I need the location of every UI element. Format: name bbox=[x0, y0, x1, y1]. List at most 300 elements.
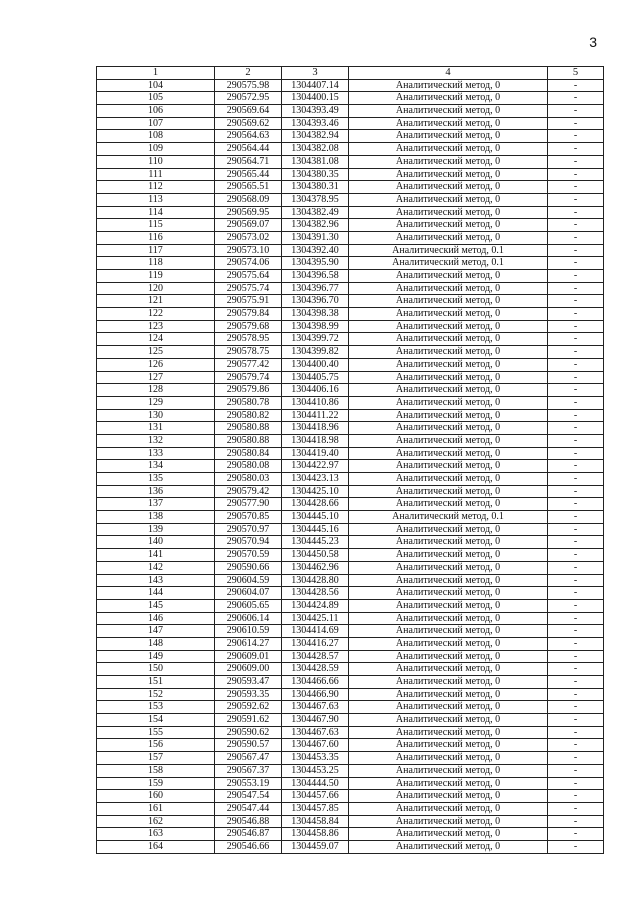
table-row bbox=[97, 447, 604, 460]
x-coordinate-cell: 290570.59 bbox=[215, 549, 282, 562]
table-row bbox=[97, 168, 604, 181]
note-cell: - bbox=[548, 574, 604, 587]
y-coordinate-cell: 1304392.40 bbox=[282, 244, 349, 257]
x-coordinate-cell: 290590.57 bbox=[215, 739, 282, 752]
method-cell: Аналитический метод, 0 bbox=[349, 637, 548, 650]
note-cell: - bbox=[548, 612, 604, 625]
y-coordinate-cell: 1304445.23 bbox=[282, 536, 349, 549]
note-cell: - bbox=[548, 549, 604, 562]
note-cell: - bbox=[548, 346, 604, 359]
note-cell: - bbox=[548, 650, 604, 663]
x-coordinate-cell: 290569.07 bbox=[215, 219, 282, 232]
table-row bbox=[97, 270, 604, 283]
x-coordinate-cell: 290580.82 bbox=[215, 409, 282, 422]
x-coordinate-cell: 290547.54 bbox=[215, 790, 282, 803]
point-number-cell: 153 bbox=[97, 701, 215, 714]
x-coordinate-cell: 290579.84 bbox=[215, 308, 282, 321]
note-cell: - bbox=[548, 561, 604, 574]
y-coordinate-cell: 1304418.98 bbox=[282, 434, 349, 447]
table-row bbox=[97, 282, 604, 295]
note-cell: - bbox=[548, 752, 604, 765]
y-coordinate-cell: 1304396.70 bbox=[282, 295, 349, 308]
note-cell: - bbox=[548, 802, 604, 815]
method-cell: Аналитический метод, 0 bbox=[349, 574, 548, 587]
x-coordinate-cell: 290593.35 bbox=[215, 688, 282, 701]
table-row bbox=[97, 219, 604, 232]
method-cell: Аналитический метод, 0.1 bbox=[349, 511, 548, 524]
method-cell: Аналитический метод, 0 bbox=[349, 409, 548, 422]
y-coordinate-cell: 1304399.82 bbox=[282, 346, 349, 359]
point-number-cell: 157 bbox=[97, 752, 215, 765]
x-coordinate-cell: 290572.95 bbox=[215, 92, 282, 105]
y-coordinate-cell: 1304467.60 bbox=[282, 739, 349, 752]
note-cell: - bbox=[548, 143, 604, 156]
note-cell: - bbox=[548, 270, 604, 283]
table-row bbox=[97, 561, 604, 574]
column-header: 2 bbox=[215, 67, 282, 80]
y-coordinate-cell: 1304467.63 bbox=[282, 726, 349, 739]
method-cell: Аналитический метод, 0 bbox=[349, 358, 548, 371]
x-coordinate-cell: 290567.47 bbox=[215, 752, 282, 765]
point-number-cell: 113 bbox=[97, 193, 215, 206]
header-row bbox=[97, 67, 604, 80]
note-cell: - bbox=[548, 384, 604, 397]
point-number-cell: 125 bbox=[97, 346, 215, 359]
y-coordinate-cell: 1304382.94 bbox=[282, 130, 349, 143]
point-number-cell: 160 bbox=[97, 790, 215, 803]
method-cell: Аналитический метод, 0 bbox=[349, 333, 548, 346]
table-row bbox=[97, 739, 604, 752]
x-coordinate-cell: 290577.90 bbox=[215, 498, 282, 511]
y-coordinate-cell: 1304428.57 bbox=[282, 650, 349, 663]
y-coordinate-cell: 1304382.49 bbox=[282, 206, 349, 219]
y-coordinate-cell: 1304406.16 bbox=[282, 384, 349, 397]
note-cell: - bbox=[548, 599, 604, 612]
table-row bbox=[97, 485, 604, 498]
table-row bbox=[97, 409, 604, 422]
x-coordinate-cell: 290578.75 bbox=[215, 346, 282, 359]
table-row bbox=[97, 371, 604, 384]
method-cell: Аналитический метод, 0.1 bbox=[349, 244, 548, 257]
y-coordinate-cell: 1304398.38 bbox=[282, 308, 349, 321]
method-cell: Аналитический метод, 0 bbox=[349, 460, 548, 473]
point-number-cell: 105 bbox=[97, 92, 215, 105]
table-row bbox=[97, 155, 604, 168]
x-coordinate-cell: 290614.27 bbox=[215, 637, 282, 650]
y-coordinate-cell: 1304457.66 bbox=[282, 790, 349, 803]
x-coordinate-cell: 290553.19 bbox=[215, 777, 282, 790]
y-coordinate-cell: 1304405.75 bbox=[282, 371, 349, 384]
y-coordinate-cell: 1304380.35 bbox=[282, 168, 349, 181]
table-row bbox=[97, 840, 604, 853]
method-cell: Аналитический метод, 0 bbox=[349, 447, 548, 460]
method-cell: Аналитический метод, 0.1 bbox=[349, 257, 548, 270]
point-number-cell: 140 bbox=[97, 536, 215, 549]
point-number-cell: 131 bbox=[97, 422, 215, 435]
method-cell: Аналитический метод, 0 bbox=[349, 270, 548, 283]
x-coordinate-cell: 290609.01 bbox=[215, 650, 282, 663]
y-coordinate-cell: 1304419.40 bbox=[282, 447, 349, 460]
method-cell: Аналитический метод, 0 bbox=[349, 815, 548, 828]
method-cell: Аналитический метод, 0 bbox=[349, 701, 548, 714]
method-cell: Аналитический метод, 0 bbox=[349, 282, 548, 295]
note-cell: - bbox=[548, 117, 604, 130]
method-cell: Аналитический метод, 0 bbox=[349, 92, 548, 105]
y-coordinate-cell: 1304450.58 bbox=[282, 549, 349, 562]
point-number-cell: 107 bbox=[97, 117, 215, 130]
note-cell: - bbox=[548, 523, 604, 536]
y-coordinate-cell: 1304428.56 bbox=[282, 587, 349, 600]
table-row bbox=[97, 308, 604, 321]
y-coordinate-cell: 1304453.35 bbox=[282, 752, 349, 765]
point-number-cell: 136 bbox=[97, 485, 215, 498]
point-number-cell: 144 bbox=[97, 587, 215, 600]
point-number-cell: 115 bbox=[97, 219, 215, 232]
point-number-cell: 104 bbox=[97, 79, 215, 92]
method-cell: Аналитический метод, 0 bbox=[349, 117, 548, 130]
y-coordinate-cell: 1304445.10 bbox=[282, 511, 349, 524]
note-cell: - bbox=[548, 320, 604, 333]
y-coordinate-cell: 1304391.30 bbox=[282, 231, 349, 244]
table-row bbox=[97, 117, 604, 130]
point-number-cell: 148 bbox=[97, 637, 215, 650]
y-coordinate-cell: 1304399.72 bbox=[282, 333, 349, 346]
method-cell: Аналитический метод, 0 bbox=[349, 143, 548, 156]
note-cell: - bbox=[548, 92, 604, 105]
point-number-cell: 156 bbox=[97, 739, 215, 752]
table-row bbox=[97, 498, 604, 511]
y-coordinate-cell: 1304382.96 bbox=[282, 219, 349, 232]
note-cell: - bbox=[548, 257, 604, 270]
method-cell: Аналитический метод, 0 bbox=[349, 193, 548, 206]
x-coordinate-cell: 290570.97 bbox=[215, 523, 282, 536]
table-row bbox=[97, 777, 604, 790]
table-row bbox=[97, 206, 604, 219]
method-cell: Аналитический метод, 0 bbox=[349, 739, 548, 752]
x-coordinate-cell: 290568.09 bbox=[215, 193, 282, 206]
note-cell: - bbox=[548, 358, 604, 371]
y-coordinate-cell: 1304422.97 bbox=[282, 460, 349, 473]
point-number-cell: 109 bbox=[97, 143, 215, 156]
point-number-cell: 142 bbox=[97, 561, 215, 574]
method-cell: Аналитический метод, 0 bbox=[349, 752, 548, 765]
y-coordinate-cell: 1304395.90 bbox=[282, 257, 349, 270]
y-coordinate-cell: 1304428.59 bbox=[282, 663, 349, 676]
method-cell: Аналитический метод, 0 bbox=[349, 231, 548, 244]
table-row bbox=[97, 92, 604, 105]
method-cell: Аналитический метод, 0 bbox=[349, 295, 548, 308]
column-header: 3 bbox=[282, 67, 349, 80]
note-cell: - bbox=[548, 498, 604, 511]
method-cell: Аналитический метод, 0 bbox=[349, 676, 548, 689]
note-cell: - bbox=[548, 181, 604, 194]
note-cell: - bbox=[548, 434, 604, 447]
point-number-cell: 127 bbox=[97, 371, 215, 384]
point-number-cell: 152 bbox=[97, 688, 215, 701]
y-coordinate-cell: 1304396.77 bbox=[282, 282, 349, 295]
x-coordinate-cell: 290569.64 bbox=[215, 105, 282, 118]
point-number-cell: 119 bbox=[97, 270, 215, 283]
table-row bbox=[97, 536, 604, 549]
x-coordinate-cell: 290580.78 bbox=[215, 396, 282, 409]
table-row bbox=[97, 320, 604, 333]
y-coordinate-cell: 1304458.84 bbox=[282, 815, 349, 828]
table-row bbox=[97, 599, 604, 612]
x-coordinate-cell: 290575.91 bbox=[215, 295, 282, 308]
point-number-cell: 138 bbox=[97, 511, 215, 524]
x-coordinate-cell: 290573.02 bbox=[215, 231, 282, 244]
x-coordinate-cell: 290565.44 bbox=[215, 168, 282, 181]
method-cell: Аналитический метод, 0 bbox=[349, 498, 548, 511]
point-number-cell: 124 bbox=[97, 333, 215, 346]
y-coordinate-cell: 1304425.11 bbox=[282, 612, 349, 625]
table-row bbox=[97, 752, 604, 765]
point-number-cell: 117 bbox=[97, 244, 215, 257]
table-row bbox=[97, 193, 604, 206]
point-number-cell: 133 bbox=[97, 447, 215, 460]
x-coordinate-cell: 290569.62 bbox=[215, 117, 282, 130]
note-cell: - bbox=[548, 193, 604, 206]
method-cell: Аналитический метод, 0 bbox=[349, 840, 548, 853]
x-coordinate-cell: 290579.74 bbox=[215, 371, 282, 384]
point-number-cell: 134 bbox=[97, 460, 215, 473]
x-coordinate-cell: 290546.88 bbox=[215, 815, 282, 828]
x-coordinate-cell: 290590.62 bbox=[215, 726, 282, 739]
y-coordinate-cell: 1304423.13 bbox=[282, 473, 349, 486]
x-coordinate-cell: 290580.88 bbox=[215, 434, 282, 447]
y-coordinate-cell: 1304398.99 bbox=[282, 320, 349, 333]
table-row bbox=[97, 333, 604, 346]
column-header: 4 bbox=[349, 67, 548, 80]
point-number-cell: 111 bbox=[97, 168, 215, 181]
note-cell: - bbox=[548, 206, 604, 219]
method-cell: Аналитический метод, 0 bbox=[349, 828, 548, 841]
method-cell: Аналитический метод, 0 bbox=[349, 802, 548, 815]
y-coordinate-cell: 1304467.63 bbox=[282, 701, 349, 714]
point-number-cell: 141 bbox=[97, 549, 215, 562]
point-number-cell: 155 bbox=[97, 726, 215, 739]
x-coordinate-cell: 290564.71 bbox=[215, 155, 282, 168]
x-coordinate-cell: 290591.62 bbox=[215, 714, 282, 727]
table-row bbox=[97, 511, 604, 524]
method-cell: Аналитический метод, 0 bbox=[349, 599, 548, 612]
table-row bbox=[97, 396, 604, 409]
table-row bbox=[97, 295, 604, 308]
x-coordinate-cell: 290605.65 bbox=[215, 599, 282, 612]
y-coordinate-cell: 1304382.08 bbox=[282, 143, 349, 156]
y-coordinate-cell: 1304414.69 bbox=[282, 625, 349, 638]
note-cell: - bbox=[548, 295, 604, 308]
y-coordinate-cell: 1304428.66 bbox=[282, 498, 349, 511]
column-header: 1 bbox=[97, 67, 215, 80]
table-row bbox=[97, 714, 604, 727]
table-row bbox=[97, 422, 604, 435]
table-row bbox=[97, 637, 604, 650]
table-row bbox=[97, 790, 604, 803]
table-row bbox=[97, 764, 604, 777]
point-number-cell: 118 bbox=[97, 257, 215, 270]
table-row bbox=[97, 79, 604, 92]
note-cell: - bbox=[548, 371, 604, 384]
y-coordinate-cell: 1304425.10 bbox=[282, 485, 349, 498]
x-coordinate-cell: 290575.74 bbox=[215, 282, 282, 295]
point-number-cell: 146 bbox=[97, 612, 215, 625]
y-coordinate-cell: 1304428.80 bbox=[282, 574, 349, 587]
table-row bbox=[97, 143, 604, 156]
x-coordinate-cell: 290570.94 bbox=[215, 536, 282, 549]
note-cell: - bbox=[548, 409, 604, 422]
y-coordinate-cell: 1304407.14 bbox=[282, 79, 349, 92]
note-cell: - bbox=[548, 105, 604, 118]
y-coordinate-cell: 1304410.86 bbox=[282, 396, 349, 409]
y-coordinate-cell: 1304462.96 bbox=[282, 561, 349, 574]
note-cell: - bbox=[548, 587, 604, 600]
method-cell: Аналитический метод, 0 bbox=[349, 206, 548, 219]
method-cell: Аналитический метод, 0 bbox=[349, 434, 548, 447]
y-coordinate-cell: 1304411.22 bbox=[282, 409, 349, 422]
method-cell: Аналитический метод, 0 bbox=[349, 612, 548, 625]
x-coordinate-cell: 290547.44 bbox=[215, 802, 282, 815]
x-coordinate-cell: 290546.87 bbox=[215, 828, 282, 841]
point-number-cell: 135 bbox=[97, 473, 215, 486]
y-coordinate-cell: 1304378.95 bbox=[282, 193, 349, 206]
coordinates-table bbox=[96, 66, 604, 854]
point-number-cell: 126 bbox=[97, 358, 215, 371]
point-number-cell: 106 bbox=[97, 105, 215, 118]
note-cell: - bbox=[548, 739, 604, 752]
x-coordinate-cell: 290564.44 bbox=[215, 143, 282, 156]
method-cell: Аналитический метод, 0 bbox=[349, 523, 548, 536]
note-cell: - bbox=[548, 460, 604, 473]
point-number-cell: 129 bbox=[97, 396, 215, 409]
x-coordinate-cell: 290580.88 bbox=[215, 422, 282, 435]
note-cell: - bbox=[548, 473, 604, 486]
point-number-cell: 161 bbox=[97, 802, 215, 815]
table-row bbox=[97, 358, 604, 371]
method-cell: Аналитический метод, 0 bbox=[349, 473, 548, 486]
table-row bbox=[97, 434, 604, 447]
table-row bbox=[97, 612, 604, 625]
note-cell: - bbox=[548, 840, 604, 853]
note-cell: - bbox=[548, 333, 604, 346]
method-cell: Аналитический метод, 0 bbox=[349, 422, 548, 435]
table-row bbox=[97, 244, 604, 257]
note-cell: - bbox=[548, 79, 604, 92]
method-cell: Аналитический метод, 0 bbox=[349, 663, 548, 676]
point-number-cell: 162 bbox=[97, 815, 215, 828]
x-coordinate-cell: 290577.42 bbox=[215, 358, 282, 371]
y-coordinate-cell: 1304467.90 bbox=[282, 714, 349, 727]
note-cell: - bbox=[548, 396, 604, 409]
note-cell: - bbox=[548, 726, 604, 739]
note-cell: - bbox=[548, 625, 604, 638]
point-number-cell: 112 bbox=[97, 181, 215, 194]
y-coordinate-cell: 1304381.08 bbox=[282, 155, 349, 168]
note-cell: - bbox=[548, 676, 604, 689]
table-row bbox=[97, 587, 604, 600]
x-coordinate-cell: 290578.95 bbox=[215, 333, 282, 346]
method-cell: Аналитический метод, 0 bbox=[349, 396, 548, 409]
note-cell: - bbox=[548, 663, 604, 676]
table-row bbox=[97, 688, 604, 701]
x-coordinate-cell: 290579.42 bbox=[215, 485, 282, 498]
y-coordinate-cell: 1304400.15 bbox=[282, 92, 349, 105]
method-cell: Аналитический метод, 0 bbox=[349, 714, 548, 727]
table-row bbox=[97, 460, 604, 473]
y-coordinate-cell: 1304418.96 bbox=[282, 422, 349, 435]
note-cell: - bbox=[548, 282, 604, 295]
point-number-cell: 116 bbox=[97, 231, 215, 244]
column-header: 5 bbox=[548, 67, 604, 80]
method-cell: Аналитический метод, 0 bbox=[349, 536, 548, 549]
point-number-cell: 145 bbox=[97, 599, 215, 612]
note-cell: - bbox=[548, 714, 604, 727]
method-cell: Аналитический метод, 0 bbox=[349, 320, 548, 333]
note-cell: - bbox=[548, 815, 604, 828]
table-row bbox=[97, 384, 604, 397]
y-coordinate-cell: 1304393.46 bbox=[282, 117, 349, 130]
table-row bbox=[97, 346, 604, 359]
table-row bbox=[97, 523, 604, 536]
method-cell: Аналитический метод, 0 bbox=[349, 625, 548, 638]
y-coordinate-cell: 1304444.50 bbox=[282, 777, 349, 790]
method-cell: Аналитический метод, 0 bbox=[349, 764, 548, 777]
x-coordinate-cell: 290579.68 bbox=[215, 320, 282, 333]
note-cell: - bbox=[548, 828, 604, 841]
method-cell: Аналитический метод, 0 bbox=[349, 485, 548, 498]
method-cell: Аналитический метод, 0 bbox=[349, 371, 548, 384]
x-coordinate-cell: 290570.85 bbox=[215, 511, 282, 524]
method-cell: Аналитический метод, 0 bbox=[349, 105, 548, 118]
point-number-cell: 128 bbox=[97, 384, 215, 397]
x-coordinate-cell: 290546.66 bbox=[215, 840, 282, 853]
note-cell: - bbox=[548, 155, 604, 168]
x-coordinate-cell: 290590.66 bbox=[215, 561, 282, 574]
table-row bbox=[97, 549, 604, 562]
note-cell: - bbox=[548, 511, 604, 524]
note-cell: - bbox=[548, 485, 604, 498]
x-coordinate-cell: 290574.06 bbox=[215, 257, 282, 270]
x-coordinate-cell: 290593.47 bbox=[215, 676, 282, 689]
table-row bbox=[97, 257, 604, 270]
x-coordinate-cell: 290564.63 bbox=[215, 130, 282, 143]
note-cell: - bbox=[548, 130, 604, 143]
table-header bbox=[97, 67, 604, 80]
y-coordinate-cell: 1304380.31 bbox=[282, 181, 349, 194]
point-number-cell: 154 bbox=[97, 714, 215, 727]
point-number-cell: 164 bbox=[97, 840, 215, 853]
point-number-cell: 108 bbox=[97, 130, 215, 143]
x-coordinate-cell: 290569.95 bbox=[215, 206, 282, 219]
note-cell: - bbox=[548, 422, 604, 435]
method-cell: Аналитический метод, 0 bbox=[349, 168, 548, 181]
method-cell: Аналитический метод, 0 bbox=[349, 130, 548, 143]
method-cell: Аналитический метод, 0 bbox=[349, 384, 548, 397]
x-coordinate-cell: 290580.08 bbox=[215, 460, 282, 473]
point-number-cell: 123 bbox=[97, 320, 215, 333]
y-coordinate-cell: 1304466.66 bbox=[282, 676, 349, 689]
y-coordinate-cell: 1304400.40 bbox=[282, 358, 349, 371]
x-coordinate-cell: 290592.62 bbox=[215, 701, 282, 714]
method-cell: Аналитический метод, 0 bbox=[349, 346, 548, 359]
x-coordinate-cell: 290604.07 bbox=[215, 587, 282, 600]
table-row bbox=[97, 726, 604, 739]
y-coordinate-cell: 1304416.27 bbox=[282, 637, 349, 650]
table-row bbox=[97, 231, 604, 244]
note-cell: - bbox=[548, 701, 604, 714]
x-coordinate-cell: 290610.59 bbox=[215, 625, 282, 638]
note-cell: - bbox=[548, 688, 604, 701]
